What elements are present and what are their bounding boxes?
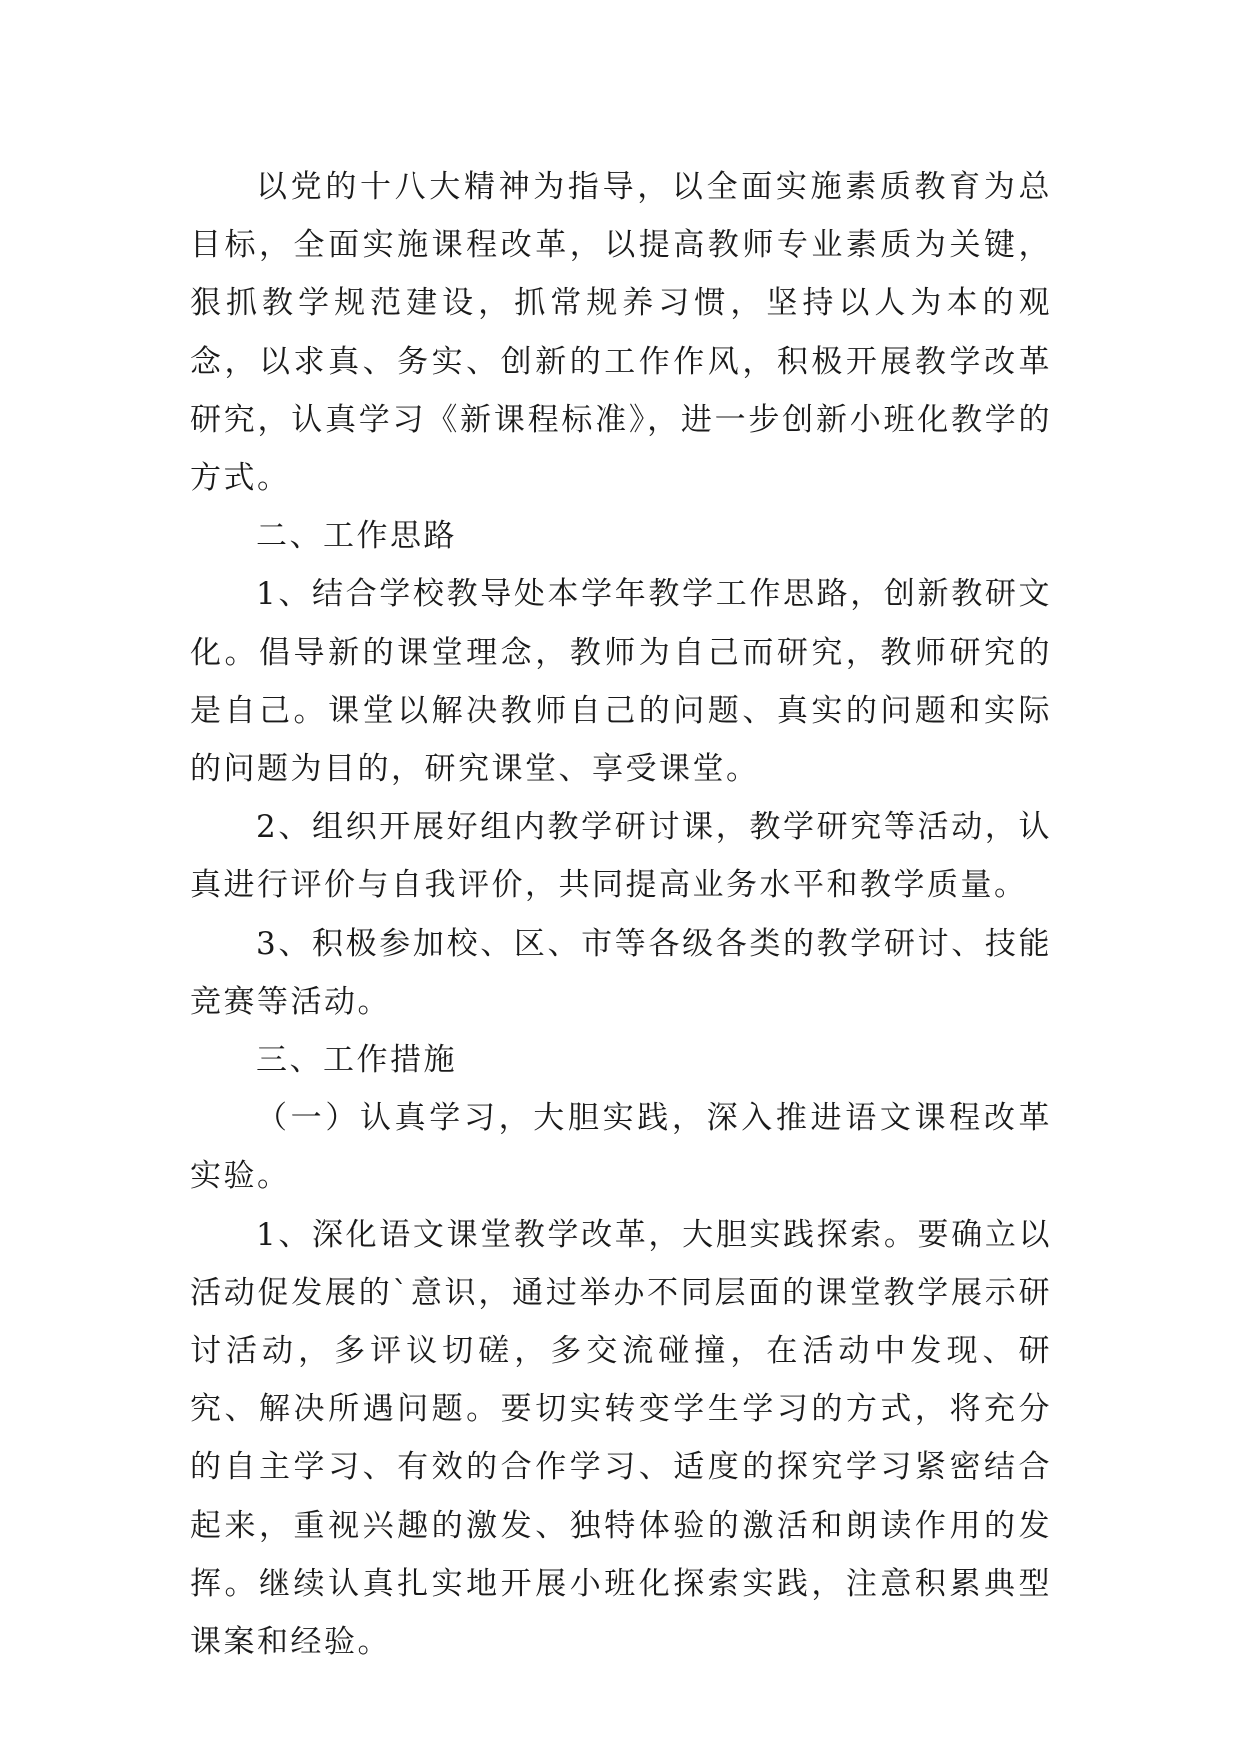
paragraph-idea-3: 3、积极参加校、区、市等各级各类的教学研讨、技能竞赛等活动。 bbox=[190, 925, 1052, 1020]
document-body bbox=[190, 158, 1052, 1671]
paragraph-idea-2: 2、组织开展好组内教学研讨课，教学研究等活动，认真进行评价与自我评价，共同提高业务水平和教学质量。 bbox=[190, 809, 1052, 904]
subheading-measure-1: （一）认真学习，大胆实践，深入推进语文课程改革实验。 bbox=[190, 1100, 1052, 1195]
heading-work-measures: 三、工作措施 bbox=[256, 1042, 457, 1079]
paragraph-guiding-principle: 以党的十八大精神为指导，以全面实施素质教育为总目标，全面实施课程改革，以提高教师专业素质为关键，狠抓教学规范建设，抓常规养习惯，坚持以人为本的观念，以求真、务实、创新的工作作风，积极开展教学改革研究，认真学习《新课程标准》，进一步创新小班化教学的方式。 bbox=[190, 169, 1052, 497]
paragraph-measure-1-1: 1、深化语文课堂教学改革，大胆实践探索。要确立以活动促发展的`意识，通过举办不同层面的课堂教学展示研讨活动，多评议切磋，多交流碰撞，在活动中发现、研究、解决所遇问题。要切实转变学生学习的方式，将充分的自主学习、有效的合作学习、适度的探究学习紧密结合起来，重视兴趣的激发、独特体验的激活和朗读作用的发挥。继续认真扎实地开展小班化探索实践，注意积累典型课案和经验。 bbox=[190, 1216, 1052, 1661]
heading-work-ideas: 二、工作思路 bbox=[256, 518, 457, 555]
paragraph-idea-1: 1、结合学校教导处本学年教学工作思路，创新教研文化。倡导新的课堂理念，教师为自己而研究，教师研究的是自己。课堂以解决教师自己的问题、真实的问题和实际的问题为目的，研究课堂、享受课堂。 bbox=[190, 576, 1052, 788]
